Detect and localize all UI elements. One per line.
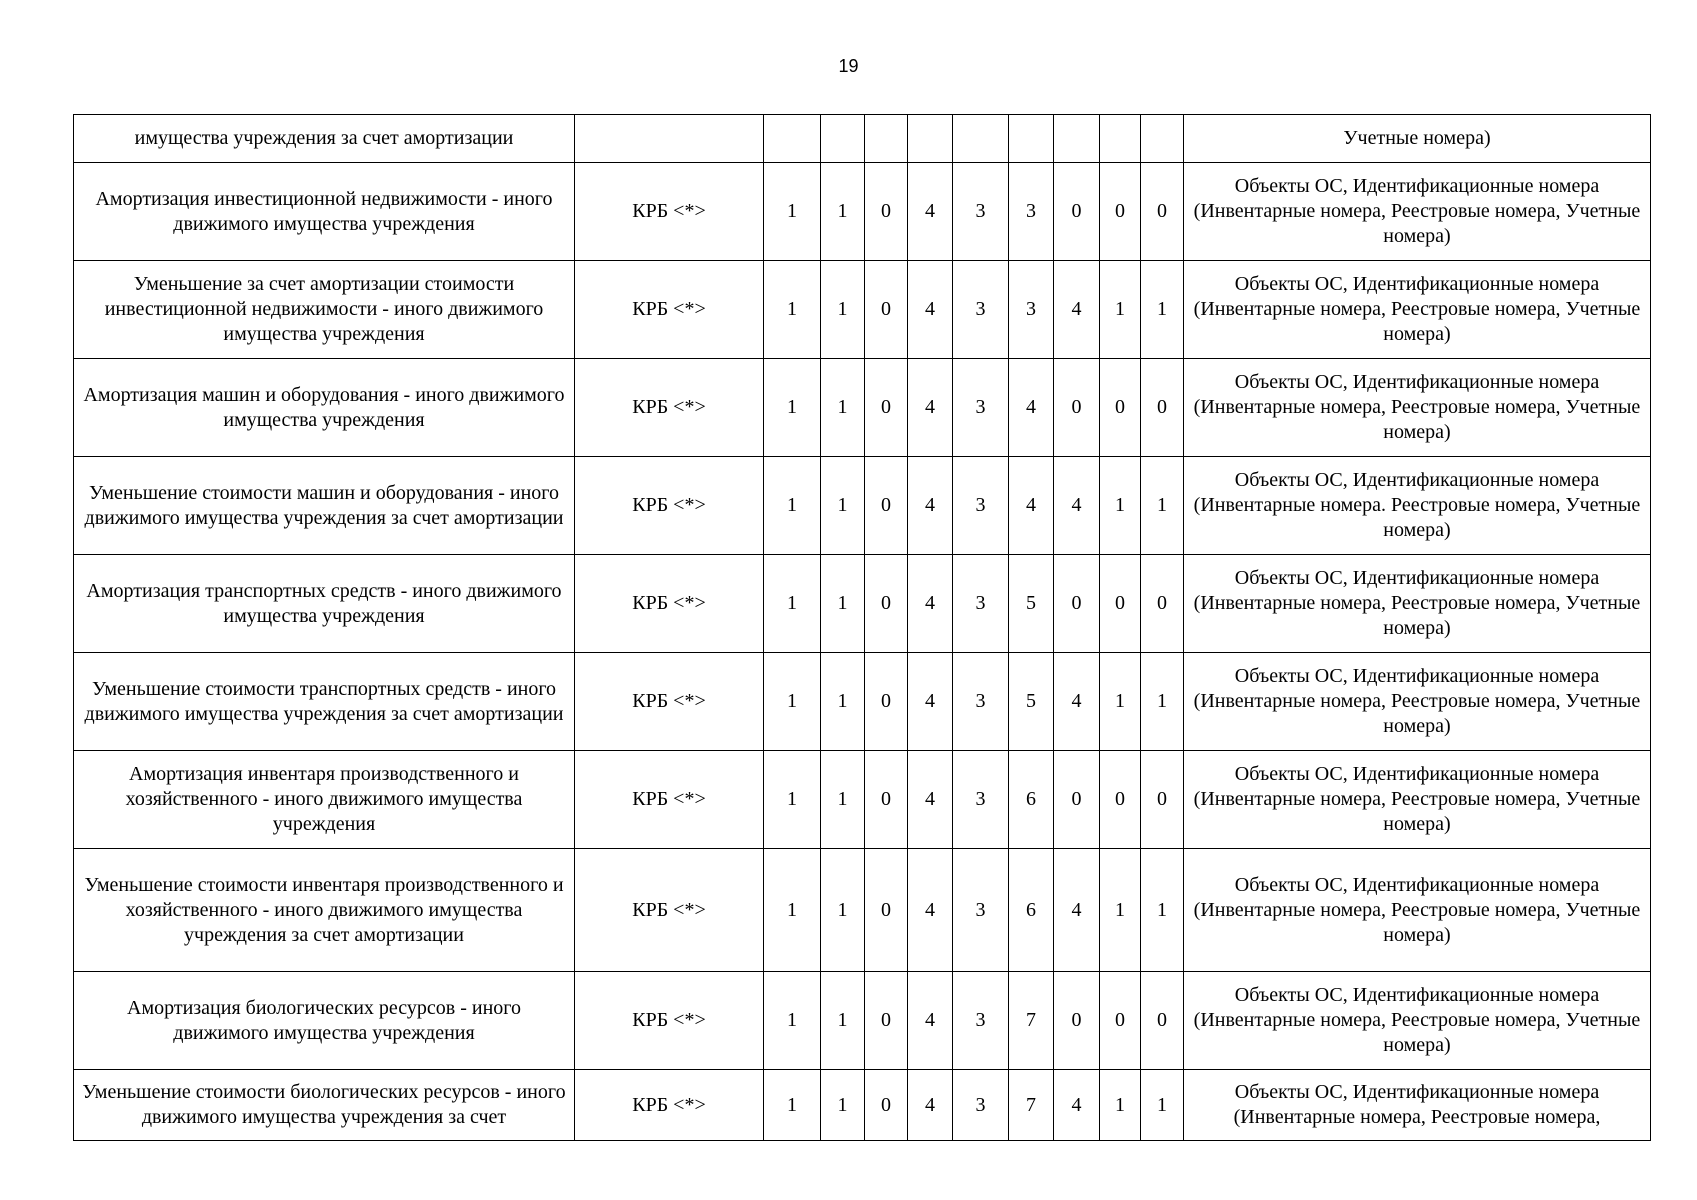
page-number: 19 bbox=[838, 56, 859, 76]
digit-cell: 3 bbox=[953, 751, 1009, 849]
analytics-cell: Объекты ОС, Идентификационные номера (Инвентарные номера, Реестровые номера, Учетные номера) bbox=[1184, 751, 1651, 849]
table-body bbox=[74, 115, 1651, 1141]
digit-cell: 4 bbox=[908, 261, 953, 359]
digit-cell: 1 bbox=[821, 359, 865, 457]
digit-cell: 7 bbox=[1009, 972, 1054, 1070]
kind-cell: КРБ <*> bbox=[575, 457, 764, 555]
digit-cell: 0 bbox=[1054, 555, 1100, 653]
digit-cell: 1 bbox=[764, 849, 821, 972]
digit-cell: 3 bbox=[953, 1070, 1009, 1141]
digit-cell bbox=[953, 115, 1009, 163]
digit-cell: 0 bbox=[1100, 555, 1141, 653]
digit-cell: 4 bbox=[908, 163, 953, 261]
description-cell: Амортизация транспортных средств - иного движимого имущества учреждения bbox=[74, 555, 575, 653]
digit-cell bbox=[1100, 115, 1141, 163]
digit-cell: 1 bbox=[1100, 457, 1141, 555]
digit-cell: 0 bbox=[1054, 163, 1100, 261]
analytics-cell: Объекты ОС, Идентификационные номера (Инвентарные номера, Реестровые номера, Учетные номера) bbox=[1184, 359, 1651, 457]
analytics-cell: Объекты ОС, Идентификационные номера (Инвентарные номера, Реестровые номера, Учетные номера) bbox=[1184, 653, 1651, 751]
digit-cell: 3 bbox=[953, 163, 1009, 261]
kind-cell: КРБ <*> bbox=[575, 972, 764, 1070]
analytics-cell: Учетные номера) bbox=[1184, 115, 1651, 163]
kind-cell bbox=[575, 115, 764, 163]
kind-cell: КРБ <*> bbox=[575, 1070, 764, 1141]
table-row bbox=[74, 849, 1651, 972]
digit-cell: 4 bbox=[908, 972, 953, 1070]
description-cell: Уменьшение стоимости машин и оборудования - иного движимого имущества учреждения за счет амортизации bbox=[74, 457, 575, 555]
digit-cell: 1 bbox=[764, 457, 821, 555]
digit-cell: 0 bbox=[1100, 751, 1141, 849]
digit-cell: 1 bbox=[1100, 849, 1141, 972]
digit-cell: 3 bbox=[953, 555, 1009, 653]
digit-cell: 4 bbox=[908, 653, 953, 751]
digit-cell: 3 bbox=[953, 653, 1009, 751]
table-row bbox=[74, 972, 1651, 1070]
kind-cell: КРБ <*> bbox=[575, 653, 764, 751]
digit-cell: 3 bbox=[1009, 261, 1054, 359]
table-row bbox=[74, 359, 1651, 457]
digit-cell: 0 bbox=[1054, 972, 1100, 1070]
digit-cell: 3 bbox=[953, 261, 1009, 359]
digit-cell: 4 bbox=[908, 359, 953, 457]
digit-cell: 4 bbox=[1054, 849, 1100, 972]
kind-cell: КРБ <*> bbox=[575, 751, 764, 849]
digit-cell: 0 bbox=[865, 457, 908, 555]
description-cell: имущества учреждения за счет амортизации bbox=[74, 115, 575, 163]
digit-cell: 1 bbox=[1141, 653, 1184, 751]
digit-cell: 1 bbox=[764, 555, 821, 653]
digit-cell bbox=[1009, 115, 1054, 163]
kind-cell: КРБ <*> bbox=[575, 359, 764, 457]
digit-cell: 4 bbox=[1054, 653, 1100, 751]
digit-cell: 4 bbox=[1009, 457, 1054, 555]
digit-cell: 6 bbox=[1009, 849, 1054, 972]
description-cell: Амортизация машин и оборудования - иного движимого имущества учреждения bbox=[74, 359, 575, 457]
digit-cell bbox=[1054, 115, 1100, 163]
digit-cell: 1 bbox=[764, 972, 821, 1070]
table-row bbox=[74, 751, 1651, 849]
table-row bbox=[74, 555, 1651, 653]
description-cell: Уменьшение за счет амортизации стоимости инвестиционной недвижимости - иного движимого имущества учреждения bbox=[74, 261, 575, 359]
digit-cell: 1 bbox=[1100, 261, 1141, 359]
digit-cell: 0 bbox=[865, 359, 908, 457]
analytics-cell: Объекты ОС, Идентификационные номера (Инвентарные номера. Реестровые номера, Учетные номера) bbox=[1184, 457, 1651, 555]
digit-cell: 1 bbox=[764, 1070, 821, 1141]
digit-cell: 4 bbox=[1009, 359, 1054, 457]
digit-cell: 3 bbox=[953, 972, 1009, 1070]
digit-cell: 0 bbox=[865, 555, 908, 653]
analytics-cell: Объекты ОС, Идентификационные номера (Инвентарные номера, Реестровые номера, Учетные номера) bbox=[1184, 261, 1651, 359]
digit-cell: 0 bbox=[1141, 555, 1184, 653]
digit-cell: 1 bbox=[764, 163, 821, 261]
digit-cell: 1 bbox=[821, 457, 865, 555]
digit-cell: 3 bbox=[953, 359, 1009, 457]
analytics-cell: Объекты ОС, Идентификационные номера (Инвентарные номера, Реестровые номера, Учетные номера) bbox=[1184, 555, 1651, 653]
digit-cell: 0 bbox=[865, 751, 908, 849]
digit-cell: 5 bbox=[1009, 555, 1054, 653]
description-cell: Уменьшение стоимости инвентаря производственного и хозяйственного - иного движимого имущества учреждения за счет амортизации bbox=[74, 849, 575, 972]
digit-cell: 4 bbox=[908, 849, 953, 972]
accounts-table bbox=[73, 114, 1651, 1141]
digit-cell: 4 bbox=[1054, 1070, 1100, 1141]
digit-cell: 0 bbox=[1141, 163, 1184, 261]
digit-cell: 1 bbox=[1141, 1070, 1184, 1141]
digit-cell: 4 bbox=[1054, 457, 1100, 555]
digit-cell: 1 bbox=[821, 849, 865, 972]
digit-cell: 0 bbox=[1141, 972, 1184, 1070]
digit-cell: 3 bbox=[953, 849, 1009, 972]
description-cell: Амортизация инвестиционной недвижимости - иного движимого имущества учреждения bbox=[74, 163, 575, 261]
digit-cell bbox=[821, 115, 865, 163]
digit-cell: 4 bbox=[908, 751, 953, 849]
table-row bbox=[74, 653, 1651, 751]
digit-cell: 0 bbox=[1141, 359, 1184, 457]
digit-cell: 0 bbox=[1100, 359, 1141, 457]
digit-cell: 4 bbox=[908, 457, 953, 555]
analytics-cell: Объекты ОС, Идентификационные номера (Инвентарные номера, Реестровые номера, Учетные номера) bbox=[1184, 972, 1651, 1070]
digit-cell bbox=[908, 115, 953, 163]
digit-cell: 1 bbox=[821, 163, 865, 261]
description-cell: Уменьшение стоимости транспортных средств - иного движимого имущества учреждения за счет амортизации bbox=[74, 653, 575, 751]
digit-cell: 1 bbox=[764, 359, 821, 457]
digit-cell: 1 bbox=[1100, 653, 1141, 751]
digit-cell: 3 bbox=[1009, 163, 1054, 261]
digit-cell: 5 bbox=[1009, 653, 1054, 751]
analytics-cell: Объекты ОС, Идентификационные номера (Инвентарные номера, Реестровые номера, bbox=[1184, 1070, 1651, 1141]
digit-cell: 1 bbox=[821, 653, 865, 751]
table-row bbox=[74, 115, 1651, 163]
digit-cell: 1 bbox=[821, 751, 865, 849]
digit-cell: 1 bbox=[821, 1070, 865, 1141]
digit-cell: 0 bbox=[1141, 751, 1184, 849]
digit-cell: 1 bbox=[1141, 261, 1184, 359]
digit-cell bbox=[764, 115, 821, 163]
digit-cell: 7 bbox=[1009, 1070, 1054, 1141]
kind-cell: КРБ <*> bbox=[575, 555, 764, 653]
analytics-cell: Объекты ОС, Идентификационные номера (Инвентарные номера, Реестровые номера, Учетные номера) bbox=[1184, 849, 1651, 972]
digit-cell: 1 bbox=[1141, 457, 1184, 555]
description-cell: Уменьшение стоимости биологических ресурсов - иного движимого имущества учреждения за счет bbox=[74, 1070, 575, 1141]
digit-cell: 0 bbox=[865, 261, 908, 359]
digit-cell: 0 bbox=[1054, 359, 1100, 457]
digit-cell: 1 bbox=[821, 972, 865, 1070]
table-row bbox=[74, 457, 1651, 555]
digit-cell: 1 bbox=[764, 261, 821, 359]
digit-cell: 1 bbox=[764, 751, 821, 849]
digit-cell: 0 bbox=[865, 1070, 908, 1141]
digit-cell: 6 bbox=[1009, 751, 1054, 849]
digit-cell: 4 bbox=[1054, 261, 1100, 359]
kind-cell: КРБ <*> bbox=[575, 163, 764, 261]
digit-cell: 1 bbox=[764, 653, 821, 751]
digit-cell: 1 bbox=[1141, 849, 1184, 972]
digit-cell: 4 bbox=[908, 555, 953, 653]
table-row bbox=[74, 163, 1651, 261]
kind-cell: КРБ <*> bbox=[575, 849, 764, 972]
table-row bbox=[74, 1070, 1651, 1141]
description-cell: Амортизация инвентаря производственного и хозяйственного - иного движимого имущества учреждения bbox=[74, 751, 575, 849]
digit-cell: 1 bbox=[821, 555, 865, 653]
digit-cell: 0 bbox=[865, 849, 908, 972]
digit-cell: 0 bbox=[865, 163, 908, 261]
description-cell: Амортизация биологических ресурсов - иного движимого имущества учреждения bbox=[74, 972, 575, 1070]
digit-cell bbox=[865, 115, 908, 163]
digit-cell: 1 bbox=[821, 261, 865, 359]
digit-cell: 0 bbox=[865, 972, 908, 1070]
digit-cell: 0 bbox=[1100, 972, 1141, 1070]
digit-cell: 3 bbox=[953, 457, 1009, 555]
digit-cell bbox=[1141, 115, 1184, 163]
digit-cell: 1 bbox=[1100, 1070, 1141, 1141]
digit-cell: 0 bbox=[1100, 163, 1141, 261]
kind-cell: КРБ <*> bbox=[575, 261, 764, 359]
digit-cell: 0 bbox=[865, 653, 908, 751]
digit-cell: 4 bbox=[908, 1070, 953, 1141]
analytics-cell: Объекты ОС, Идентификационные номера (Инвентарные номера, Реестровые номера, Учетные номера) bbox=[1184, 163, 1651, 261]
digit-cell: 0 bbox=[1054, 751, 1100, 849]
table-row bbox=[74, 261, 1651, 359]
